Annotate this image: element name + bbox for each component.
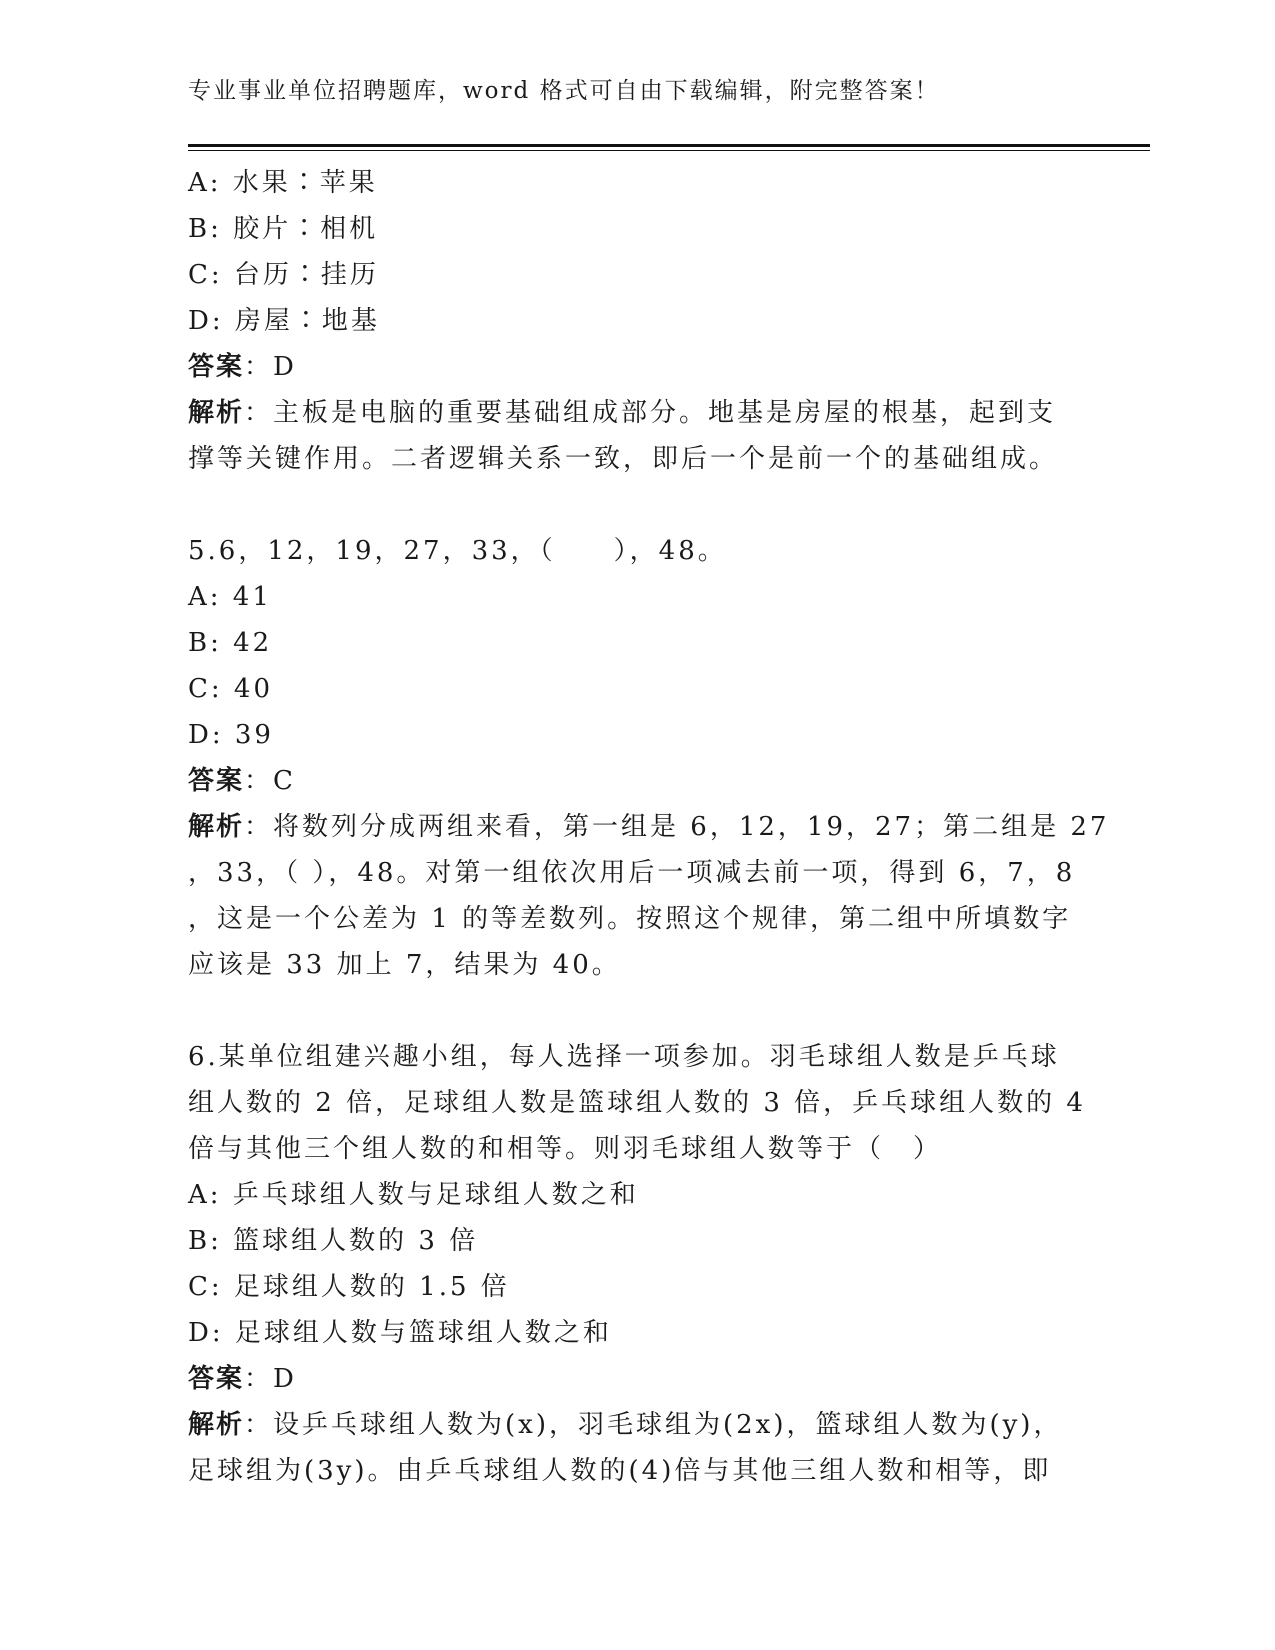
page-header: 专业事业单位招聘题库，word 格式可自由下载编辑，附完整答案！: [188, 78, 940, 104]
q6-option-c: C: 足球组人数的 1.5 倍: [188, 1272, 510, 1302]
q6-answer: [188, 1356, 1088, 1402]
q6-analysis-text-1: 设乒乓球组人数为(x)，羽毛球组为(2x)，篮球组人数为(y)，: [273, 1410, 1063, 1440]
q5-question: 5.6，12，19，27，33，（ ），48。: [188, 536, 727, 566]
header-rule-thick: [188, 144, 1150, 147]
header-rule-thin: [188, 150, 1150, 151]
q4-analysis-sep: ：: [244, 398, 274, 428]
q5-analysis-text-1: 将数列分成两组来看，第一组是 6，12，19，27；第二组是 27: [273, 812, 1110, 842]
q5-option-c: C: 40: [188, 674, 274, 704]
q6-analysis-line-2: 足球组为(3y)。由乒乓球组人数的(4)倍与其他三组人数和相等，即: [188, 1456, 1052, 1486]
q4-analysis-line-2: 撑等关键作用。二者逻辑关系一致，即后一个是前一个的基础组成。: [188, 444, 1059, 474]
q6-option-d: D: 足球组人数与篮球组人数之和: [188, 1318, 612, 1348]
q5-answer: [188, 758, 1088, 804]
q4-analysis-label: 解析: [188, 398, 245, 428]
q5-analysis-line-3: ，这是一个公差为 1 的等差数列。按照这个规律，第二组中所填数字: [188, 904, 1072, 934]
q5-analysis-line-1: [188, 804, 1110, 850]
q5-option-a: A: 41: [188, 582, 272, 612]
question-4: [188, 160, 1088, 482]
q4-option-b: B: 胶片∶相机: [188, 214, 379, 244]
q6-question-line-3: 倍与其他三个组人数的和相等。则羽毛球组人数等于（ ）: [188, 1134, 943, 1164]
q4-answer-label: 答案: [188, 352, 245, 382]
q4-option-d: D: 房屋∶地基: [188, 306, 380, 336]
question-6: [188, 1034, 1088, 1494]
q5-analysis-sep: ：: [244, 812, 274, 842]
q6-option-a: A: 乒乓球组人数与足球组人数之和: [188, 1180, 639, 1210]
q6-option-b: B: 篮球组人数的 3 倍: [188, 1226, 479, 1256]
q6-answer-label: 答案: [188, 1364, 245, 1394]
q6-question-line-2: 组人数的 2 倍，足球组人数是篮球组人数的 3 倍，乒乓球组人数的 4: [188, 1088, 1086, 1118]
q6-question-line-1: 6.某单位组建兴趣小组，每人选择一项参加。羽毛球组人数是乒乓球: [188, 1042, 1060, 1072]
q5-option-d: D: 39: [188, 720, 274, 750]
q5-analysis-label: 解析: [188, 812, 245, 842]
q6-analysis-line-1: [188, 1402, 1088, 1448]
spacer: [188, 482, 1088, 528]
question-5: [188, 528, 1110, 988]
document-body: [188, 160, 1110, 1494]
spacer: [188, 988, 1088, 1034]
q4-option-c: C: 台历∶挂历: [188, 260, 379, 290]
q5-analysis-line-2: ，33，（ ），48。对第一组依次用后一项减去前一项，得到 6，7，8: [188, 858, 1076, 888]
q4-analysis-text-1: 主板是电脑的重要基础组成部分。地基是房屋的根基，起到支: [273, 398, 1057, 428]
q6-answer-sep: ：: [244, 1364, 274, 1394]
q5-answer-value: C: [273, 766, 296, 796]
q5-analysis-line-4: 应该是 33 加上 7，结果为 40。: [188, 950, 621, 980]
q6-analysis-sep: ：: [244, 1410, 274, 1440]
q5-answer-label: 答案: [188, 766, 245, 796]
q4-analysis-line-1: [188, 390, 1088, 436]
q5-option-b: B: 42: [188, 628, 273, 658]
q6-answer-value: D: [273, 1364, 297, 1394]
q4-answer-value: D: [273, 352, 297, 382]
q5-answer-sep: ：: [244, 766, 274, 796]
q4-answer-sep: ：: [244, 352, 274, 382]
q4-option-a: A: 水果∶苹果: [188, 168, 378, 198]
q6-analysis-label: 解析: [188, 1410, 245, 1440]
q4-answer: [188, 344, 1088, 390]
